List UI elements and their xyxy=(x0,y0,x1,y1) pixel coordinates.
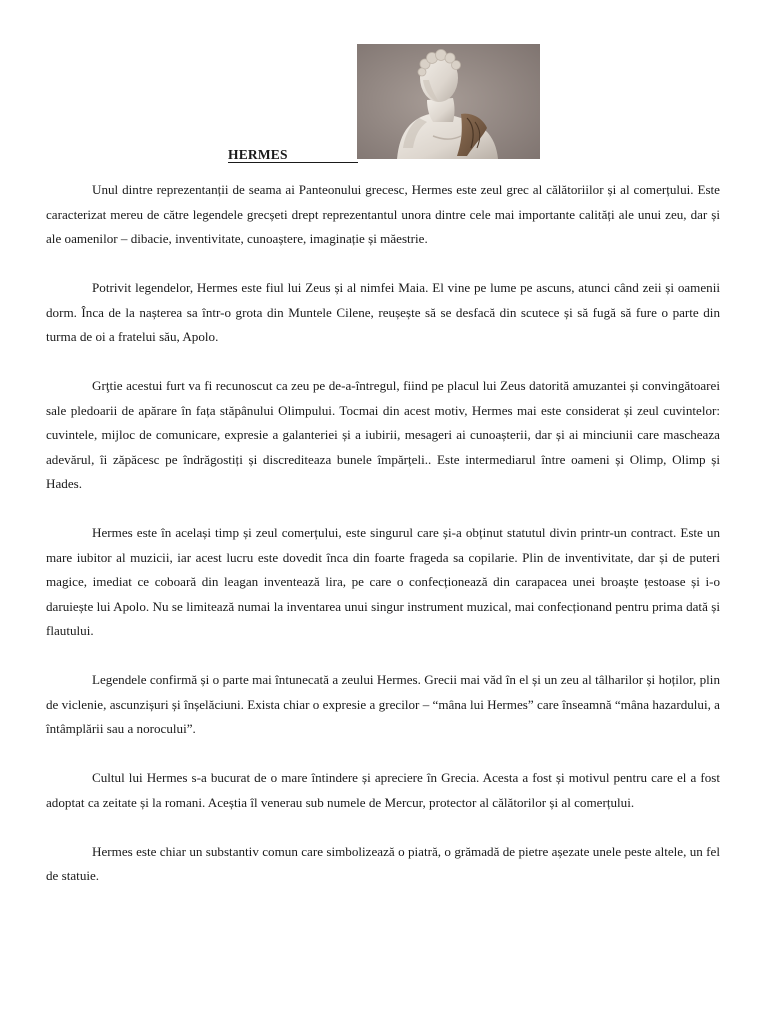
document-body xyxy=(46,178,720,913)
hermes-statue-image xyxy=(357,44,540,159)
paragraph: Cultul lui Hermes s-a bucurat de o mare întindere și apreciere în Grecia. Acesta a fost și motivul pentru care el a fost adoptat ca zeitate și la romani. Aceștia îl venerau sub numele de Mercur, protector al călătorilor și al comerțului. xyxy=(46,770,720,810)
paragraph: Hermes este chiar un substantiv comun care simbolizează o piatră, o grămadă de pietre așezate unele peste altele, un fel de statuie. xyxy=(46,843,720,883)
statue-icon xyxy=(357,44,540,159)
paragraph: Hermes este în același timp și zeul comerțului, este singurul care și-a obținut statutul divin printr-un contract. Este un mare iubitor al muzicii, iar acest lucru este dovedit înca din foarte frageda sa copilarie. Plin de inventivitate, dar și de puteri magice, imediat ce coboară din leagan inventează lira, pe care o confecționează din carapacea unei broaște țestoase și i-o daruiește lui Apolo. Nu se limitează numai la inventarea unui singur instrument muzical, mai confecționand pentru prima dată și flautului. xyxy=(46,525,720,638)
paragraph: Grţtie acestui furt va fi recunoscut ca zeu pe de-a-întregul, fiind pe placul lui Zeus datorită amuzantei și convingătoarei sale pledoarii de apărare în fața stăpânului Olimpului. Tocmai din acest motiv, Hermes mai este considerat și zeul cuvintelor: cuvintele, mijloc de comunicare, expresie a galanteriei și a iubirii, mesageri ai cunoașterii, dar și ai minciunii care mascheaza adevărul, îi zăpăcesc pe îndrăgostiți și discrediteaza bunele împărțeli.. Este intermediarul între oameni și Olimp, Olimp și Hades. xyxy=(46,378,720,491)
paragraph: Unul dintre reprezentanții de seama ai Panteonului grecesc, Hermes este zeul grec al călătoriilor și al comerțului. Este caracterizat mereu de către legendele grecșeti drept reprezentantul unora dintre cele mai importante calități ale unui zeu, dar și ale oamenilor – dibacie, inventivitate, cunoaștere, imaginație și măestrie. xyxy=(46,182,720,246)
document-title: HERMES xyxy=(228,147,288,162)
paragraph: Legendele confirmă și o parte mai întunecată a zeului Hermes. Grecii mai văd în el și un zeu al tâlharilor și hoților, plin de viclenie, ascunzișuri și înșelăciuni. Exista chiar o expresie a grecilor – “mâna lui Hermes” care înseamnă “mâna hazardului, a întâmplării sau a norocului”. xyxy=(46,672,720,736)
paragraph: Potrivit legendelor, Hermes este fiul lui Zeus și al nimfei Maia. El vine pe lume pe ascuns, atunci când zeii și oamenii dorm. Înca de la nașterea sa într-o grota din Muntele Cilene, reușește să se desfacă din scutece și să fugă să fure o parte din turma de oi a fratelui său, Apolo. xyxy=(46,280,720,344)
title-underline xyxy=(228,146,358,163)
